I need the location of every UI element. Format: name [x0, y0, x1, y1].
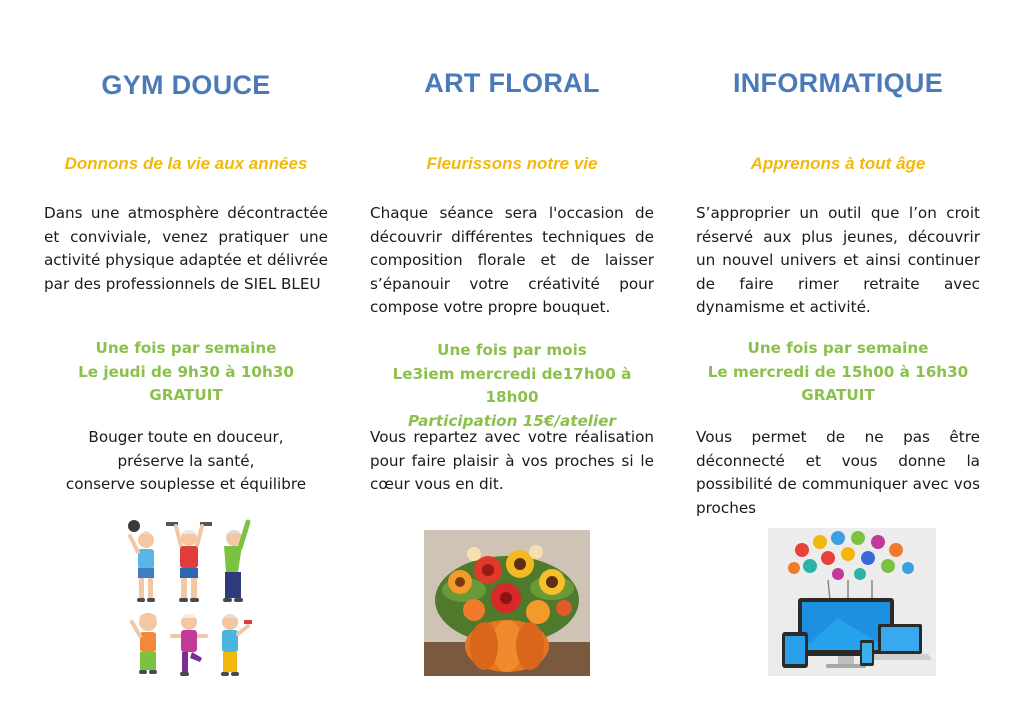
senior-figure [223, 522, 248, 602]
it-title: INFORMATIQUE [732, 68, 944, 98]
it-closing: Vous permet de ne pas être déconnecté et vous donne la possibilité de communiquer avec vos proches [696, 428, 980, 517]
senior-figure [172, 614, 206, 676]
senior-figure [221, 614, 252, 676]
smartphone [860, 640, 874, 666]
floral-closing: Vous repartez avec votre réalisation pour faire plaisir à vos proches si le cœur vous en dit. [370, 428, 654, 493]
gym-closing-line: Bouger toute en douceur, [88, 428, 284, 446]
floral-price: Participation 15€/atelier [408, 411, 616, 430]
floral-subtitle: Fleurissons notre vie [426, 154, 598, 173]
floral-frequency: Une fois par mois [437, 341, 587, 359]
senior-figure [132, 613, 157, 674]
senior-figure [128, 520, 155, 602]
gym-time: Le jeudi de 9h30 à 10h30 [78, 362, 294, 381]
gym-schedule [44, 337, 328, 408]
it-time: Le mercredi de 15h00 à 16h30 [707, 362, 969, 381]
gym-closing-line: conserve souplesse et équilibre [65, 475, 307, 493]
tablet [782, 632, 808, 668]
flower-bouquet-photo [424, 530, 590, 676]
it-price: GRATUIT [801, 386, 875, 404]
gym-price: GRATUIT [149, 386, 223, 404]
gym-frequency: Une fois par semaine [95, 339, 277, 357]
floral-title: ART FLORAL [424, 68, 600, 98]
pumpkin-vase [465, 620, 549, 672]
gym-closing-line: préserve la santé, [117, 451, 255, 470]
floral-schedule [370, 339, 654, 433]
seniors-exercising-illustration [124, 518, 256, 688]
devices-cloud-illustration [768, 528, 936, 676]
it-frequency: Une fois par semaine [747, 339, 929, 357]
it-subtitle: Apprenons à tout âge [750, 154, 926, 173]
it-schedule [696, 337, 980, 408]
gym-description: Dans une atmosphère décontractée et conviviale, venez pratiquer une activité physique adaptée et délivrée par des professionnels de SIEL BLEU [44, 204, 328, 293]
gym-closing [44, 426, 328, 497]
senior-figure [166, 522, 212, 602]
floral-time: Le3iem mercredi de17h00 à 18h00 [392, 364, 632, 406]
gym-title: GYM DOUCE [101, 70, 271, 100]
floral-description: Chaque séance sera l'occasion de découvrir différentes techniques de composition florale et de laisser s’épanouir votre créativité pour compose votre propre bouquet. [370, 204, 654, 316]
gym-subtitle: Donnons de la vie aux années [64, 154, 308, 173]
it-description: S’approprier un outil que l’on croit réservé aux plus jeunes, découvrir un nouvel univers et ainsi continuer de faire rimer retraite avec dynamisme et activité. [696, 204, 980, 316]
